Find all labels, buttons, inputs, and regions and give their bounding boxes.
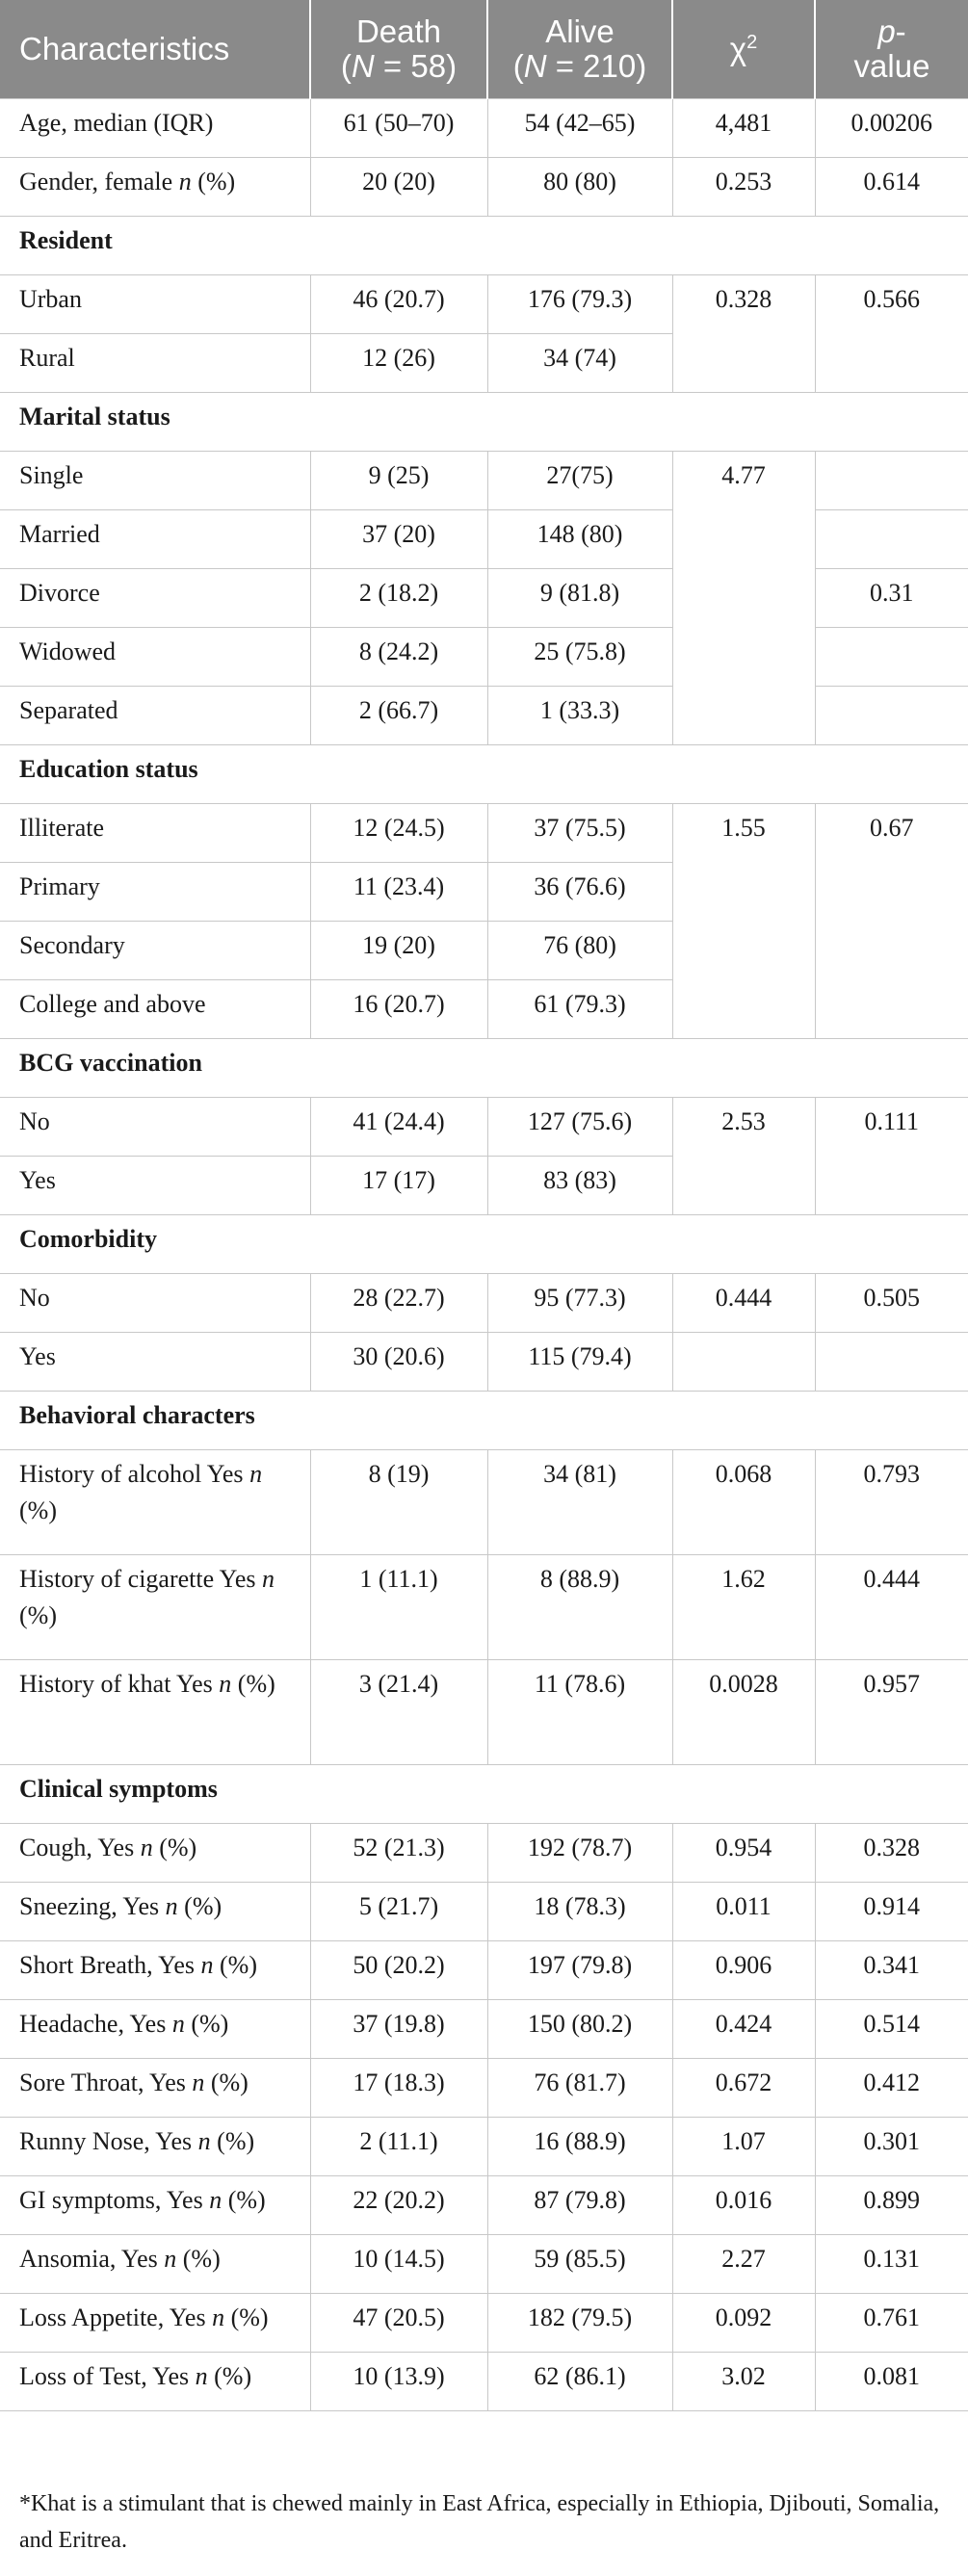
row-label: [0, 1450, 310, 1555]
section-row: [0, 1215, 968, 1274]
row-label: [0, 2176, 310, 2235]
label-text: Sneezing, Yes: [19, 1892, 166, 1920]
label-percent: (%): [184, 2010, 229, 2038]
table-row: [0, 687, 968, 745]
death-cell: 9 (25): [310, 452, 487, 510]
death-cell: 61 (50–70): [310, 99, 487, 158]
chi-cell: 2.53: [672, 1098, 815, 1215]
chi-cell: 0.253: [672, 158, 815, 217]
label-percent: (%): [176, 2245, 221, 2273]
table-row: [0, 1333, 968, 1392]
label-n: n: [212, 2303, 225, 2331]
death-cell: 17 (17): [310, 1157, 487, 1215]
chi-cell: 0.092: [672, 2294, 815, 2353]
row-label: Secondary: [0, 922, 310, 980]
label-percent: (%): [177, 1892, 222, 1920]
table-row: [0, 510, 968, 569]
p-cell: 0.566: [815, 275, 968, 393]
p-cell: 0.00206: [815, 99, 968, 158]
row-label: [0, 2000, 310, 2059]
section-row: [0, 1039, 968, 1098]
table-row: [0, 1660, 968, 1765]
death-cell: 30 (20.6): [310, 1333, 487, 1392]
death-cell: 8 (24.2): [310, 628, 487, 687]
death-cell: 37 (20): [310, 510, 487, 569]
death-cell: 12 (26): [310, 334, 487, 393]
alive-cell: 27(75): [487, 452, 672, 510]
table-row: [0, 2176, 968, 2235]
chi-cell: 0.011: [672, 1883, 815, 1941]
label-n: n: [164, 2245, 177, 2273]
header-death-n-value: = 58): [374, 48, 458, 84]
section-row: [0, 217, 968, 275]
table-row: [0, 1098, 968, 1157]
label-text: Loss of Test, Yes: [19, 2362, 196, 2390]
chi-cell: 3.02: [672, 2353, 815, 2411]
header-alive: [487, 0, 672, 99]
row-label: College and above: [0, 980, 310, 1039]
chi-cell: 0.424: [672, 2000, 815, 2059]
alive-cell: 18 (78.3): [487, 1883, 672, 1941]
alive-cell: 8 (88.9): [487, 1555, 672, 1660]
p-cell: 0.444: [815, 1555, 968, 1660]
row-label: Yes: [0, 1333, 310, 1392]
label-n: n: [140, 1834, 153, 1861]
chi-cell: 0.444: [672, 1274, 815, 1333]
alive-cell: 83 (83): [487, 1157, 672, 1215]
label-n: n: [219, 1670, 232, 1698]
row-label: [0, 1824, 310, 1883]
death-cell: 5 (21.7): [310, 1883, 487, 1941]
death-cell: 2 (11.1): [310, 2118, 487, 2176]
table-footnote: *Khat is a stimulant that is chewed mainly in East Africa, especially in Ethiopia, Djibouti, Somalia, and Eritrea.: [19, 2491, 940, 2553]
p-cell: 0.111: [815, 1098, 968, 1215]
label-text: Short Breath, Yes: [19, 1951, 201, 1979]
p-cell: 0.328: [815, 1824, 968, 1883]
row-label: Age, median (IQR): [0, 99, 310, 158]
alive-cell: 1 (33.3): [487, 687, 672, 745]
label-n: n: [165, 1892, 178, 1920]
header-alive-n-value: = 210): [546, 48, 647, 84]
section-header-resident: Resident: [0, 217, 968, 275]
table-row: [0, 1941, 968, 2000]
alive-cell: 182 (79.5): [487, 2294, 672, 2353]
table-header-row: [0, 0, 968, 99]
table-row: [0, 628, 968, 687]
alive-cell: 192 (78.7): [487, 1824, 672, 1883]
header-p-value: [815, 0, 968, 99]
section-header-marital: Marital status: [0, 393, 968, 452]
table-row: [0, 2118, 968, 2176]
death-cell: 1 (11.1): [310, 1555, 487, 1660]
p-cell: 0.957: [815, 1660, 968, 1765]
header-p-letter: p: [877, 13, 896, 49]
label-n: n: [209, 2186, 222, 2214]
alive-cell: 61 (79.3): [487, 980, 672, 1039]
table-row: [0, 2353, 968, 2411]
label-text: Runny Nose, Yes: [19, 2127, 198, 2155]
label-n: n: [195, 2362, 208, 2390]
table-row: [0, 1883, 968, 1941]
chi-cell: 2.27: [672, 2235, 815, 2294]
alive-cell: 95 (77.3): [487, 1274, 672, 1333]
label-percent: (%): [19, 1496, 57, 1524]
death-cell: 19 (20): [310, 922, 487, 980]
row-label: No: [0, 1274, 310, 1333]
table-row: [0, 2294, 968, 2353]
label-n: n: [249, 1460, 263, 1488]
table-row: [0, 99, 968, 158]
row-label: [0, 2235, 310, 2294]
chi-cell: 4.77: [672, 452, 815, 745]
table-row: [0, 569, 968, 628]
row-label: Married: [0, 510, 310, 569]
header-death-n: N: [351, 48, 375, 84]
death-cell: 17 (18.3): [310, 2059, 487, 2118]
header-p-hyphen: -: [895, 13, 906, 49]
death-cell: 2 (66.7): [310, 687, 487, 745]
chi-cell: 1.62: [672, 1555, 815, 1660]
death-cell: 16 (20.7): [310, 980, 487, 1039]
section-header-behavioral: Behavioral characters: [0, 1392, 968, 1450]
label-percent: (%): [191, 168, 236, 195]
label-text: Headache, Yes: [19, 2010, 172, 2038]
row-label: [0, 2118, 310, 2176]
header-death-label: Death: [355, 13, 442, 49]
alive-cell: 36 (76.6): [487, 863, 672, 922]
death-cell: 11 (23.4): [310, 863, 487, 922]
table-row: [0, 452, 968, 510]
label-text: Sore Throat, Yes: [19, 2069, 193, 2096]
section-header-bcg: BCG vaccination: [0, 1039, 968, 1098]
p-cell: 0.67: [815, 804, 968, 1039]
alive-cell: 150 (80.2): [487, 2000, 672, 2059]
p-cell: [815, 628, 968, 687]
alive-cell: 54 (42–65): [487, 99, 672, 158]
p-cell: [815, 1333, 968, 1392]
p-cell: [815, 687, 968, 745]
label-text: Ansomia, Yes: [19, 2245, 165, 2273]
row-label: Separated: [0, 687, 310, 745]
row-label: Primary: [0, 863, 310, 922]
section-header-education: Education status: [0, 745, 968, 804]
row-label: Single: [0, 452, 310, 510]
header-characteristics: Characteristics: [0, 0, 310, 99]
chi-cell: 0.906: [672, 1941, 815, 2000]
alive-cell: 34 (74): [487, 334, 672, 393]
row-label: No: [0, 1098, 310, 1157]
p-cell: 0.614: [815, 158, 968, 217]
label-n: n: [192, 2069, 205, 2096]
death-cell: 3 (21.4): [310, 1660, 487, 1765]
alive-cell: 76 (81.7): [487, 2059, 672, 2118]
alive-cell: 115 (79.4): [487, 1333, 672, 1392]
label-percent: (%): [213, 1951, 257, 1979]
table-row: [0, 1555, 968, 1660]
death-cell: 22 (20.2): [310, 2176, 487, 2235]
label-percent: (%): [222, 2186, 266, 2214]
alive-cell: 80 (80): [487, 158, 672, 217]
table-row: [0, 1824, 968, 1883]
label-text: Gender, female: [19, 168, 179, 195]
chi-cell: 0.672: [672, 2059, 815, 2118]
label-percent: (%): [224, 2303, 269, 2331]
row-label: [0, 1883, 310, 1941]
alive-cell: 11 (78.6): [487, 1660, 672, 1765]
p-cell: 0.131: [815, 2235, 968, 2294]
row-label: Yes: [0, 1157, 310, 1215]
chi-cell: [672, 1333, 815, 1392]
alive-cell: 76 (80): [487, 922, 672, 980]
row-label: [0, 2294, 310, 2353]
p-cell: [815, 452, 968, 510]
p-cell: 0.081: [815, 2353, 968, 2411]
alive-cell: 87 (79.8): [487, 2176, 672, 2235]
section-row: [0, 1765, 968, 1824]
label-n: n: [200, 1951, 214, 1979]
header-death-paren: (: [340, 48, 352, 84]
row-label: Rural: [0, 334, 310, 393]
death-cell: 52 (21.3): [310, 1824, 487, 1883]
death-cell: 20 (20): [310, 158, 487, 217]
label-n: n: [197, 2127, 211, 2155]
p-cell: 0.412: [815, 2059, 968, 2118]
p-cell: 0.514: [815, 2000, 968, 2059]
section-header-clinical: Clinical symptoms: [0, 1765, 968, 1824]
header-chi-superscript: 2: [746, 32, 758, 53]
chi-cell: 1.55: [672, 804, 815, 1039]
p-cell: 0.914: [815, 1883, 968, 1941]
row-label: [0, 1941, 310, 2000]
death-cell: 10 (13.9): [310, 2353, 487, 2411]
death-cell: 46 (20.7): [310, 275, 487, 334]
section-header-comorbidity: Comorbidity: [0, 1215, 968, 1274]
table-row: [0, 158, 968, 217]
chi-cell: 1.07: [672, 2118, 815, 2176]
label-percent: (%): [204, 2069, 249, 2096]
header-chi-symbol: χ: [729, 31, 747, 66]
section-row: [0, 393, 968, 452]
death-cell: 50 (20.2): [310, 1941, 487, 2000]
alive-cell: 148 (80): [487, 510, 672, 569]
death-cell: 12 (24.5): [310, 804, 487, 863]
alive-cell: 62 (86.1): [487, 2353, 672, 2411]
label-text: Loss Appetite, Yes: [19, 2303, 213, 2331]
header-alive-paren: (: [512, 48, 524, 84]
death-cell: 28 (22.7): [310, 1274, 487, 1333]
row-label: Widowed: [0, 628, 310, 687]
p-cell: 0.505: [815, 1274, 968, 1333]
label-percent: (%): [210, 2127, 255, 2155]
p-cell: 0.301: [815, 2118, 968, 2176]
chi-cell: 0.0028: [672, 1660, 815, 1765]
p-cell: 0.341: [815, 1941, 968, 2000]
section-row: [0, 1392, 968, 1450]
row-label: [0, 2353, 310, 2411]
alive-cell: 127 (75.6): [487, 1098, 672, 1157]
death-cell: 47 (20.5): [310, 2294, 487, 2353]
chi-cell: 0.016: [672, 2176, 815, 2235]
p-cell: 0.761: [815, 2294, 968, 2353]
row-label: [0, 2059, 310, 2118]
section-row: [0, 745, 968, 804]
table-row: [0, 1450, 968, 1555]
header-death: [310, 0, 487, 99]
header-p-word: value: [853, 48, 930, 84]
header-alive-label: Alive: [545, 13, 615, 49]
label-n: n: [262, 1565, 275, 1593]
table-row: [0, 2000, 968, 2059]
death-cell: 37 (19.8): [310, 2000, 487, 2059]
chi-cell: 0.954: [672, 1824, 815, 1883]
alive-cell: 176 (79.3): [487, 275, 672, 334]
chi-cell: 4,481: [672, 99, 815, 158]
label-text: GI symptoms, Yes: [19, 2186, 210, 2214]
label-text: History of alcohol Yes: [19, 1460, 250, 1488]
row-label: [0, 158, 310, 217]
label-percent: (%): [207, 2362, 252, 2390]
label-text: History of cigarette Yes: [19, 1565, 263, 1593]
p-cell: 0.31: [815, 569, 968, 628]
header-alive-n: N: [523, 48, 547, 84]
label-text: History of khat Yes: [19, 1670, 220, 1698]
death-cell: 10 (14.5): [310, 2235, 487, 2294]
label-percent: (%): [152, 1834, 197, 1861]
table-row: [0, 275, 968, 334]
table-row: [0, 2059, 968, 2118]
chi-cell: 0.068: [672, 1450, 815, 1555]
row-label: Divorce: [0, 569, 310, 628]
alive-cell: 16 (88.9): [487, 2118, 672, 2176]
table-row: [0, 2235, 968, 2294]
death-cell: 41 (24.4): [310, 1098, 487, 1157]
alive-cell: 25 (75.8): [487, 628, 672, 687]
label-percent: (%): [231, 1670, 275, 1698]
alive-cell: 9 (81.8): [487, 569, 672, 628]
row-label: Illiterate: [0, 804, 310, 863]
death-cell: 8 (19): [310, 1450, 487, 1555]
label-text: Cough, Yes: [19, 1834, 141, 1861]
row-label: Urban: [0, 275, 310, 334]
table-row: [0, 1274, 968, 1333]
p-cell: [815, 510, 968, 569]
table-row: [0, 804, 968, 863]
label-n: n: [171, 2010, 185, 2038]
label-n: n: [178, 168, 192, 195]
row-label: [0, 1660, 310, 1765]
p-cell: 0.899: [815, 2176, 968, 2235]
alive-cell: 34 (81): [487, 1450, 672, 1555]
alive-cell: 37 (75.5): [487, 804, 672, 863]
chi-cell: 0.328: [672, 275, 815, 393]
alive-cell: 197 (79.8): [487, 1941, 672, 2000]
death-cell: 2 (18.2): [310, 569, 487, 628]
label-percent: (%): [19, 1601, 57, 1629]
p-cell: 0.793: [815, 1450, 968, 1555]
header-chi-square: [672, 0, 815, 99]
alive-cell: 59 (85.5): [487, 2235, 672, 2294]
row-label: [0, 1555, 310, 1660]
